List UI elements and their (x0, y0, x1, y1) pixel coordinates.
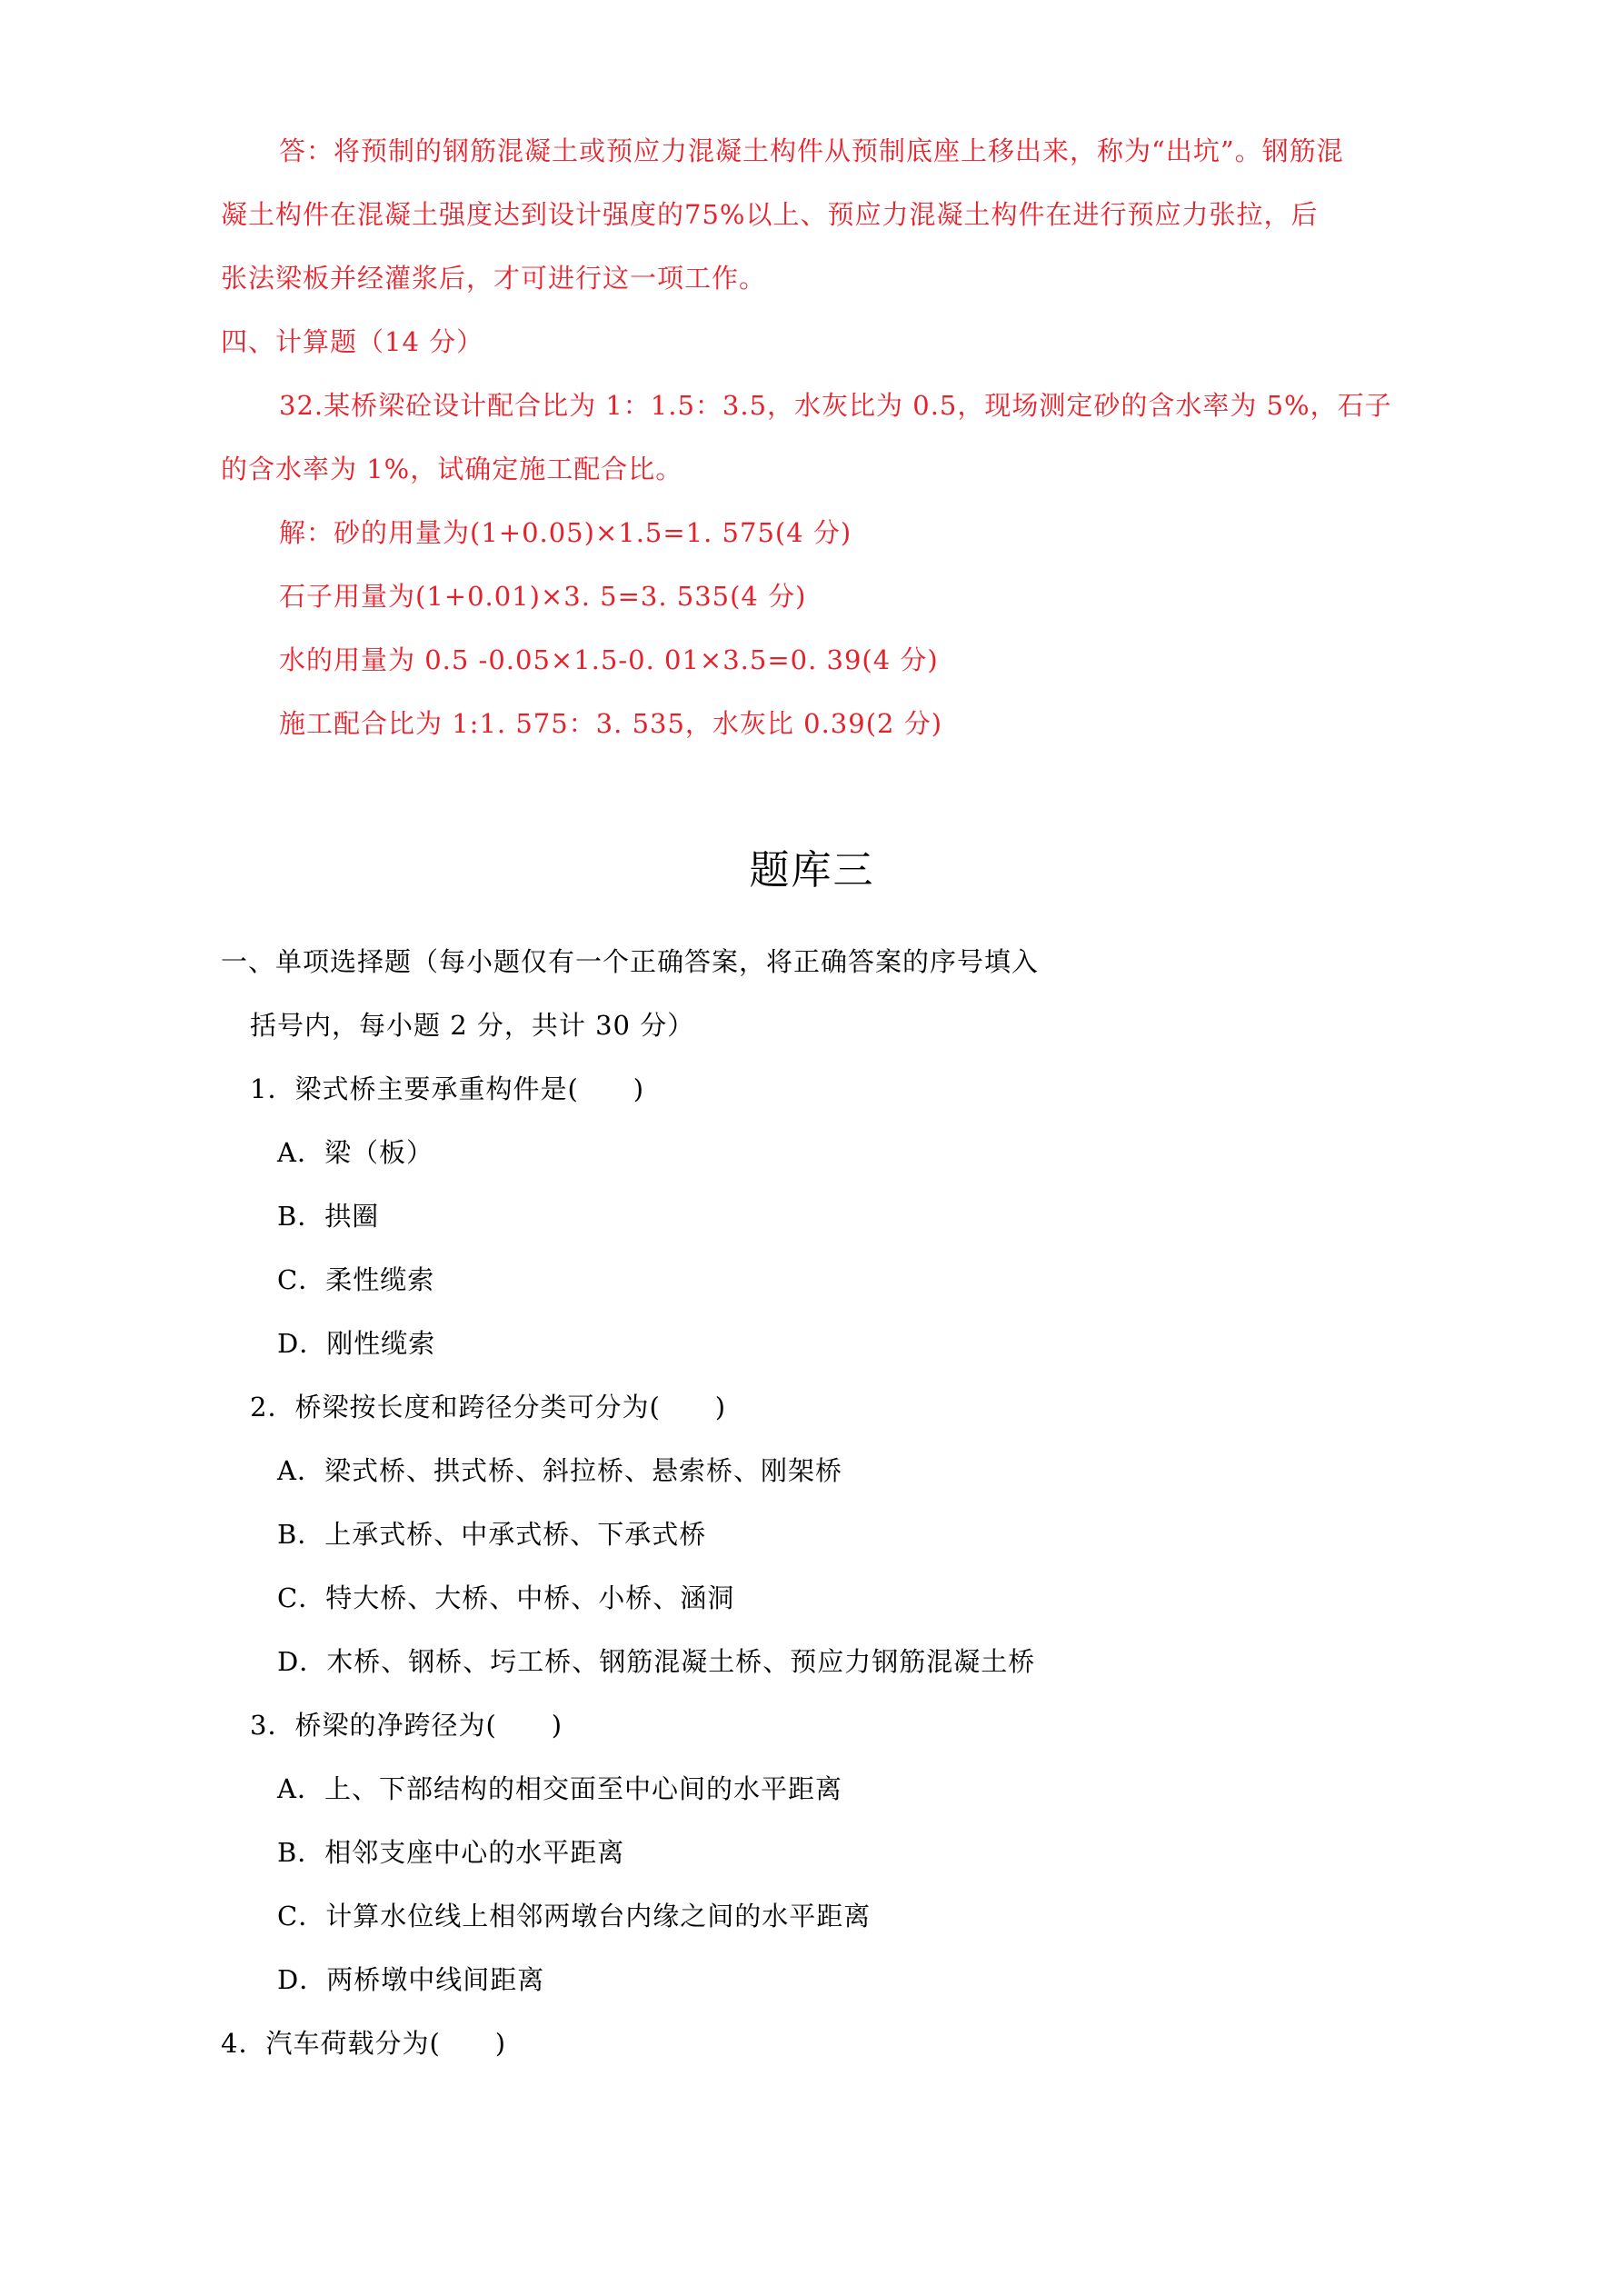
question-2-stem: 2．桥梁按长度和跨径分类可分为( ) (250, 1392, 727, 1423)
question-1-stem: 1．梁式桥主要承重构件是( ) (250, 1073, 645, 1104)
solution-line-4: 施工配合比为 1:1. 575：3. 535，水灰比 0.39(2 分) (279, 708, 943, 739)
question-1-option-d: D．刚性缆索 (277, 1328, 436, 1359)
solution-line-1: 解：砂的用量为(1+0.05)×1.5=1. 575(4 分) (279, 517, 852, 548)
question-2-option-d: D．木桥、钢桥、圬工桥、钢筋混凝土桥、预应力钢筋混凝土桥 (277, 1646, 1036, 1677)
question-1-option-b: B．拱圈 (277, 1201, 380, 1232)
question-1-option-a: A．梁（板） (277, 1137, 433, 1168)
answer-line-3: 张法梁板并经灌浆后，才可进行这一项工作。 (221, 263, 767, 294)
page-title: 题库三 (749, 847, 875, 893)
section-1-heading-line-2: 括号内，每小题 2 分，共计 30 分） (250, 1010, 695, 1041)
section-4-heading: 四、计算题（14 分） (221, 326, 484, 357)
question-3-option-a: A．上、下部结构的相交面至中心间的水平距离 (277, 1773, 842, 1804)
answer-line-2: 凝土构件在混凝土强度达到设计强度的75%以上、预应力混凝土构件在进行预应力张拉，后 (221, 199, 1319, 230)
question-2-option-a: A．梁式桥、拱式桥、斜拉桥、悬索桥、刚架桥 (277, 1455, 842, 1486)
question-32-line-1: 32.某桥梁砼设计配合比为 1：1.5：3.5，水灰比为 0.5，现场测定砂的含水率为 5%，石子 (279, 390, 1392, 421)
solution-line-2: 石子用量为(1+0.01)×3. 5=3. 535(4 分) (279, 581, 807, 612)
answer-line-1: 答：将预制的钢筋混凝土或预应力混凝土构件从预制底座上移出来，称为“出坑”。钢筋混 (279, 135, 1344, 166)
question-3-stem: 3．桥梁的净跨径为( ) (250, 1710, 563, 1741)
question-32-line-2: 的含水率为 1%，试确定施工配合比。 (221, 454, 683, 484)
question-1-option-c: C．柔性缆索 (277, 1264, 435, 1295)
question-4-stem: 4．汽车荷载分为( ) (221, 2028, 507, 2059)
section-1-heading-line-1: 一、单项选择题（每小题仅有一个正确答案，将正确答案的序号填入 (221, 946, 1040, 977)
solution-line-3: 水的用量为 0.5 -0.05×1.5-0. 01×3.5=0. 39(4 分) (279, 644, 939, 675)
question-3-option-b: B．相邻支座中心的水平距离 (277, 1837, 625, 1868)
question-3-option-c: C．计算水位线上相邻两墩台内缘之间的水平距离 (277, 1901, 872, 1932)
question-2-option-c: C．特大桥、大桥、中桥、小桥、涵洞 (277, 1582, 735, 1613)
question-2-option-b: B．上承式桥、中承式桥、下承式桥 (277, 1519, 707, 1550)
question-3-option-d: D．两桥墩中线间距离 (277, 1964, 545, 1995)
